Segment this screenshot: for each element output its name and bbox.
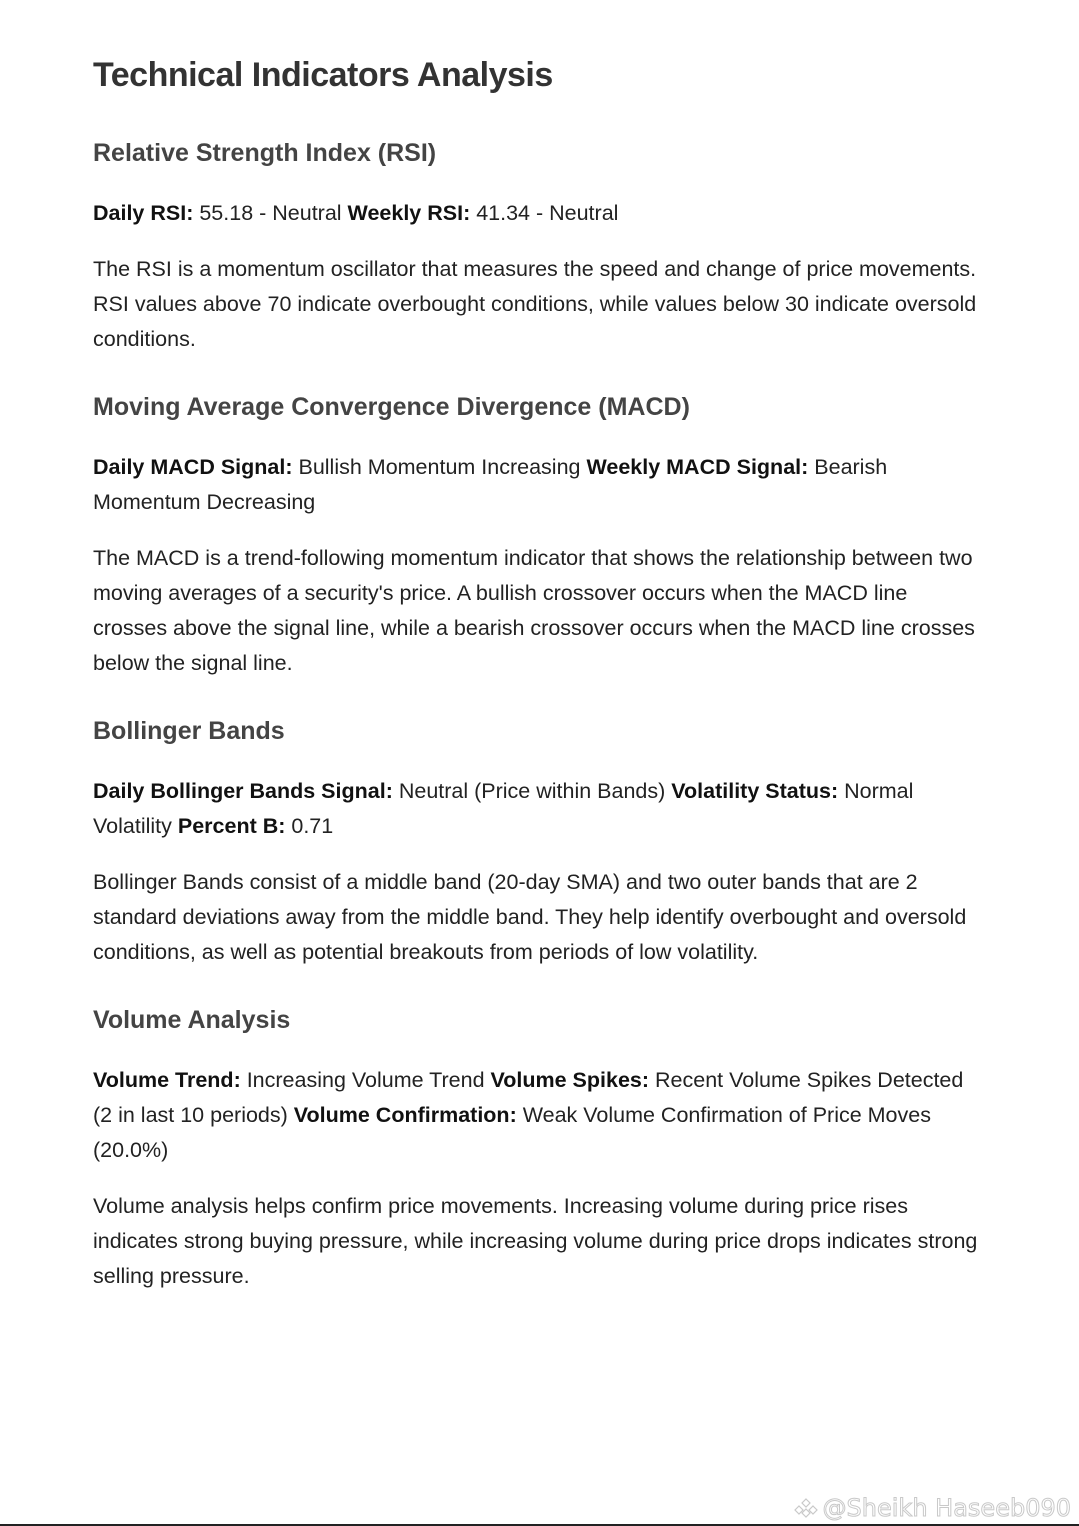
signal-value: Bearish Momentum Decreasing <box>93 455 888 514</box>
signal-value: Recent Volume Spikes Detected (2 in last 10 periods) <box>93 1068 964 1127</box>
bollinger-signals <box>93 774 983 844</box>
signal-label: Volatility Status: <box>671 779 839 803</box>
signal-value: 41.34 - Neutral <box>470 201 619 225</box>
macd-signals <box>93 450 983 520</box>
signal-value: 0.71 <box>285 814 334 838</box>
rsi-signals <box>93 196 983 231</box>
signal-value: Bullish Momentum Increasing <box>292 455 587 479</box>
binance-logo-icon <box>793 1497 819 1519</box>
signal-value: 55.18 - Neutral <box>193 201 348 225</box>
signal-value: Normal Volatility <box>93 779 914 838</box>
section-heading-rsi: Relative Strength Index (RSI) <box>93 139 437 167</box>
watermark <box>793 1494 1071 1522</box>
signal-label: Percent B: <box>177 814 286 838</box>
section-heading-bollinger: Bollinger Bands <box>93 717 285 745</box>
signal-value: Increasing Volume Trend <box>240 1068 491 1092</box>
watermark-text: @Sheikh Haseeb090 <box>822 1494 1071 1522</box>
signal-value: Weak Volume Confirmation of Price Moves (20.0%) <box>93 1103 931 1162</box>
macd-description: The MACD is a trend-following momentum indicator that shows the relationship between two moving averages of a security's price. A bullish crossover occurs when the MACD line crosses above the signal line, while a bearish crossover occurs when the MACD line crosses below the signal line. <box>93 546 975 675</box>
page-title: Technical Indicators Analysis <box>93 56 553 94</box>
section-heading-volume: Volume Analysis <box>93 1006 291 1034</box>
section-heading-macd: Moving Average Convergence Divergence (MACD) <box>93 393 690 421</box>
volume-signals <box>93 1063 983 1168</box>
signal-label: Weekly RSI: <box>347 201 471 225</box>
signal-label: Volume Confirmation: <box>293 1103 517 1127</box>
volume-description: Volume analysis helps confirm price movements. Increasing volume during price rises indicates strong buying pressure, while increasing volume during price drops indicates strong selling pressure. <box>93 1194 978 1288</box>
bollinger-description: Bollinger Bands consist of a middle band (20-day SMA) and two outer bands that are 2 standard deviations away from the middle band. They help identify overbought and oversold conditions, as well as potential breakouts from periods of low volatility. <box>93 870 967 964</box>
signal-label: Volume Spikes: <box>490 1068 650 1092</box>
signal-label: Volume Trend: <box>93 1068 241 1092</box>
signal-value: Neutral (Price within Bands) <box>392 779 672 803</box>
signal-label: Daily MACD Signal: <box>93 455 293 479</box>
signal-label: Weekly MACD Signal: <box>586 455 809 479</box>
signal-label: Daily RSI: <box>93 201 194 225</box>
rsi-description: The RSI is a momentum oscillator that measures the speed and change of price movements. RSI values above 70 indicate overbought conditions, while values below 30 indicate oversold conditions. <box>93 257 977 351</box>
signal-label: Daily Bollinger Bands Signal: <box>93 779 393 803</box>
